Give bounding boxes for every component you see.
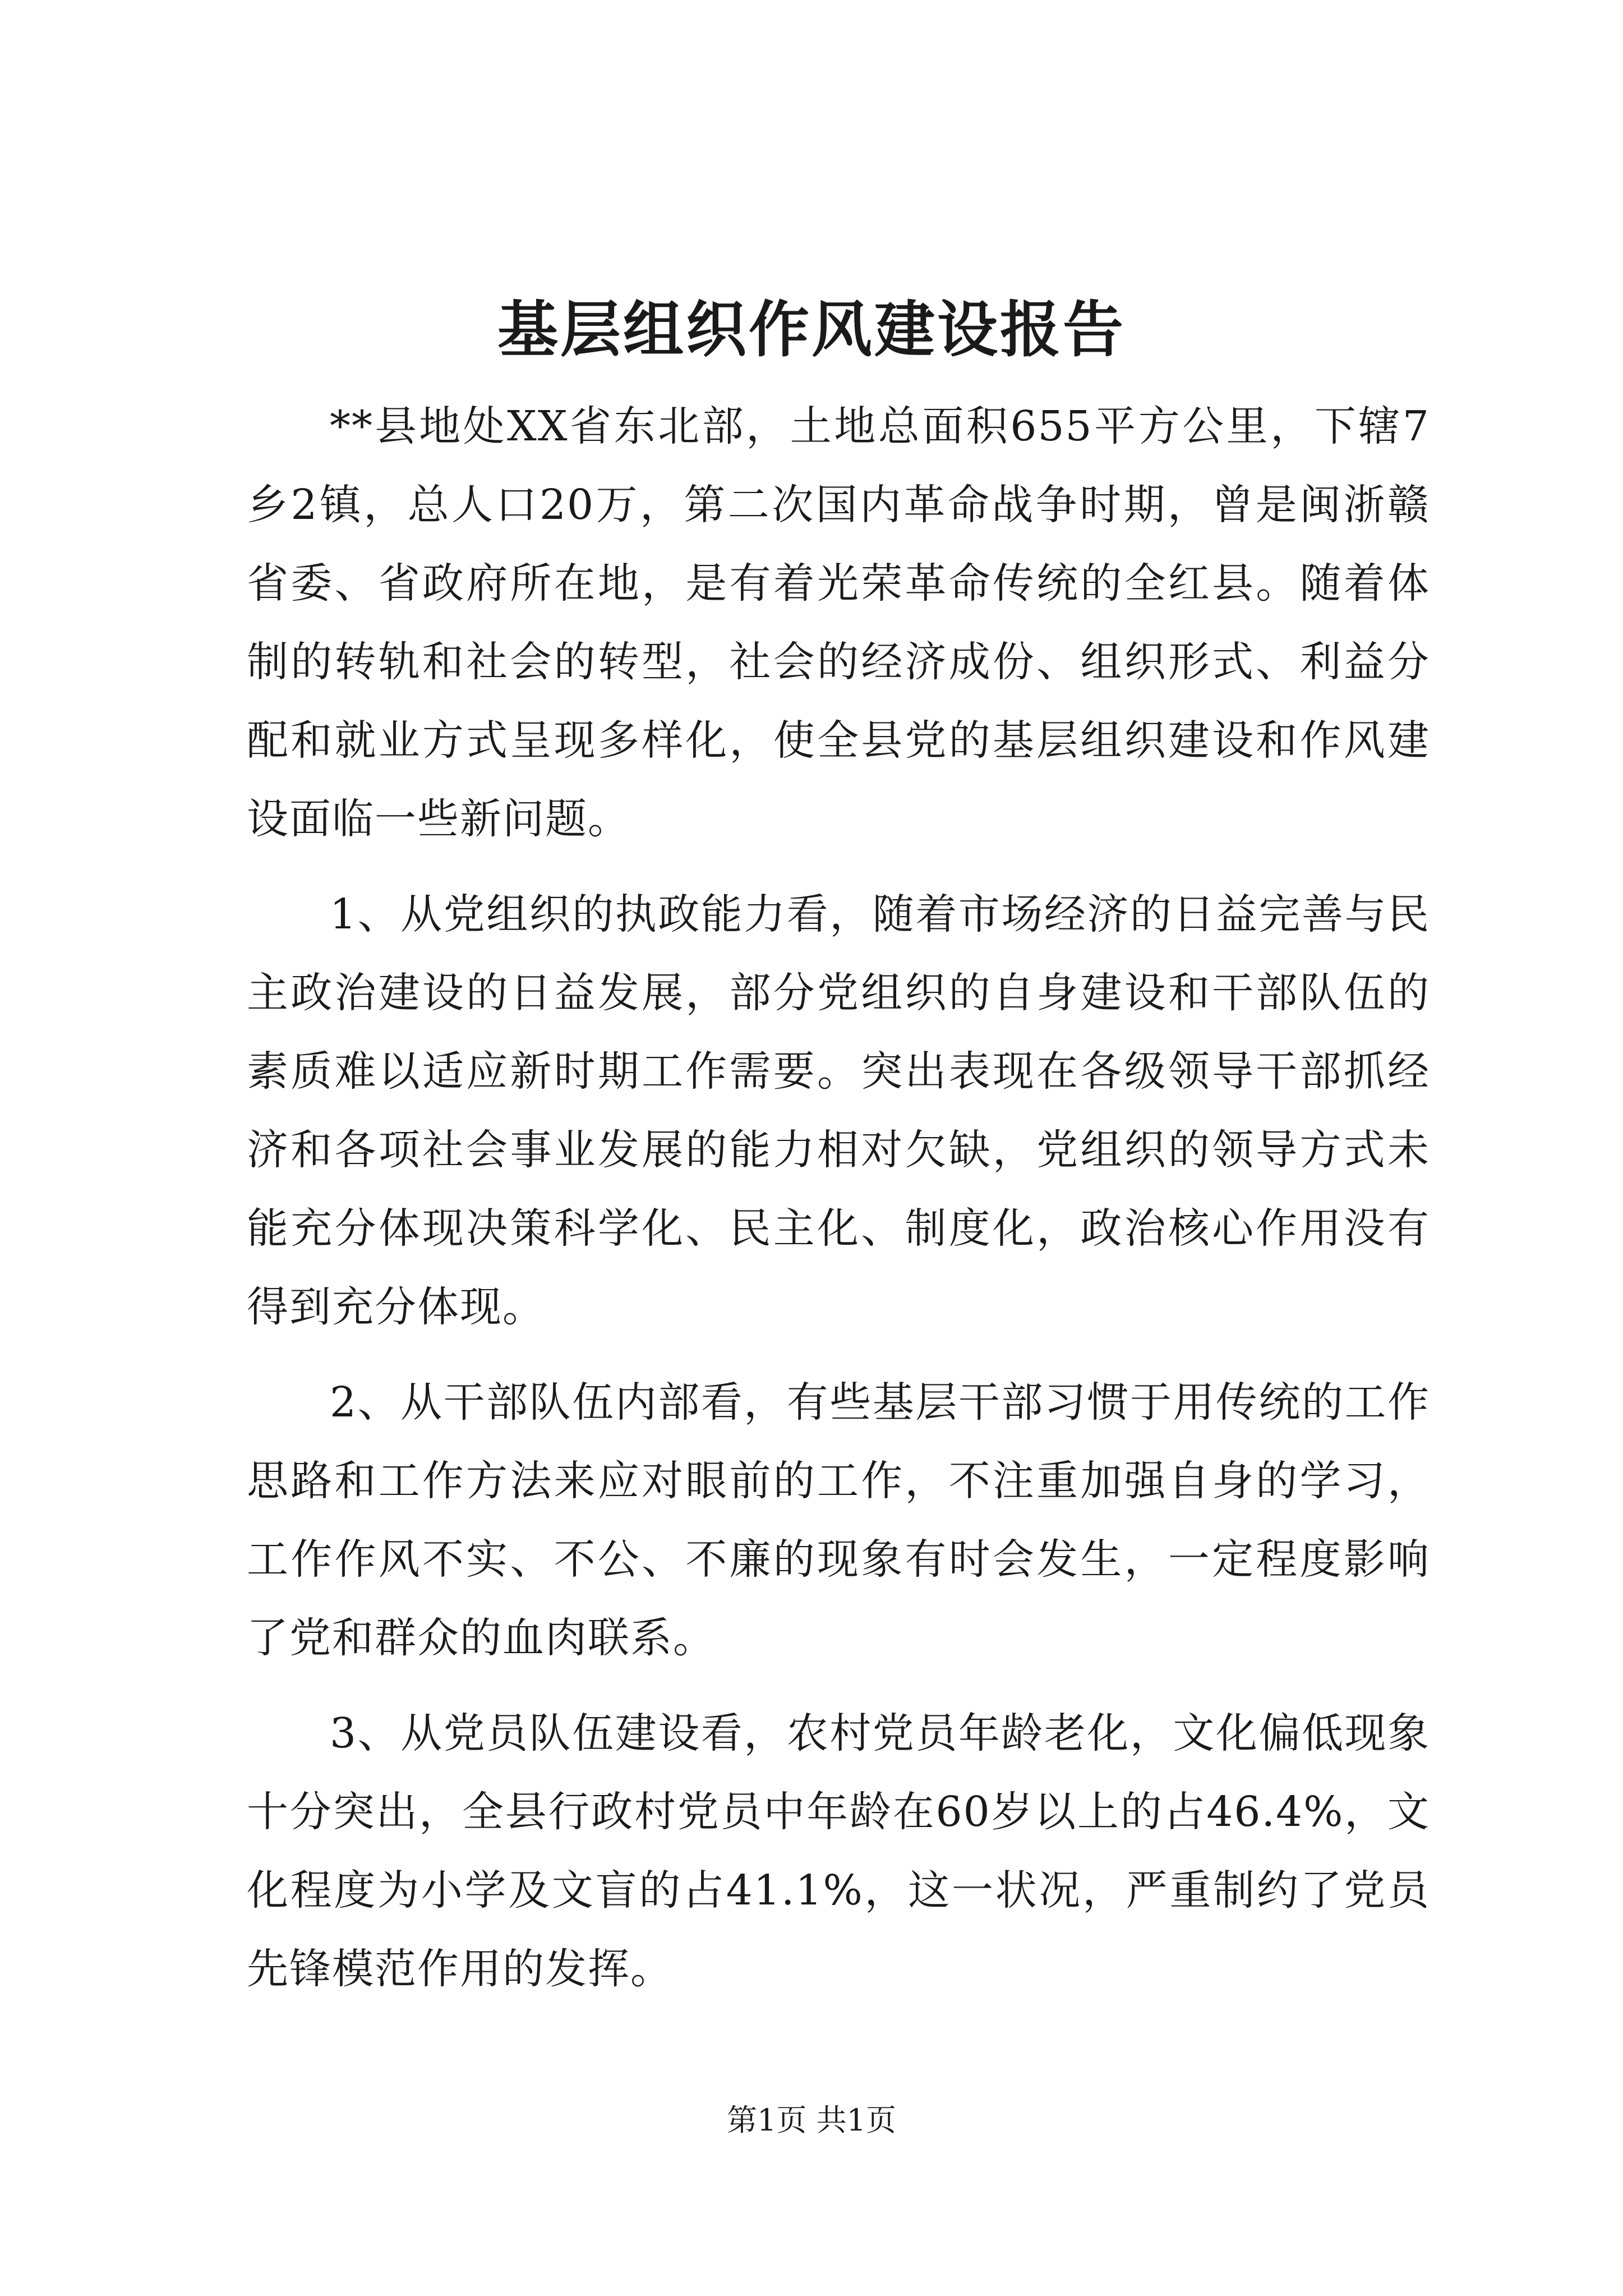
document-title: 基层组织作风建设报告 [497, 295, 1126, 365]
paragraph-point-1: 1、从党组织的执政能力看，随着市场经济的日益完善与民主政治建设的日益发展，部分党组织的自身建设和干部队伍的素质难以适应新时期工作需要。突出表现在各级领导干部抓经济和各项社会事业发展的能力相对欠缺，党组织的领导方式未能充分体现决策科学化、民主化、制度化，政治核心作用没有得到充分体现。 [247, 890, 1430, 1331]
paragraph-point-2: 2、从干部队伍内部看，有些基层干部习惯于用传统的工作思路和工作方法来应对眼前的工作，不注重加强自身的学习，工作作风不实、不公、不廉的现象有时会发生，一定程度影响了党和群众的血肉联系。 [247, 1378, 1430, 1662]
paragraph-point-3: 3、从党员队伍建设看，农村党员年龄老化，文化偏低现象十分突出，全县行政村党员中年龄在60岁以上的占46.4%，文化程度为小学及文盲的占41.1%，这一状况，严重制约了党员先锋模范作用的发挥。 [247, 1709, 1430, 1993]
page-footer: 第1页 共1页 [727, 2102, 896, 2138]
document-body [247, 387, 1430, 2025]
paragraph-intro: **县地处XX省东北部，土地总面积655平方公里，下辖7乡2镇，总人口20万，第二次国内革命战争时期，曾是闽浙赣省委、省政府所在地，是有着光荣革命传统的全红县。随着体制的转轨和社会的转型，社会的经济成份、组织形式、利益分配和就业方式呈现多样化，使全县党的基层组织建设和作风建设面临一些新问题。 [247, 402, 1430, 843]
